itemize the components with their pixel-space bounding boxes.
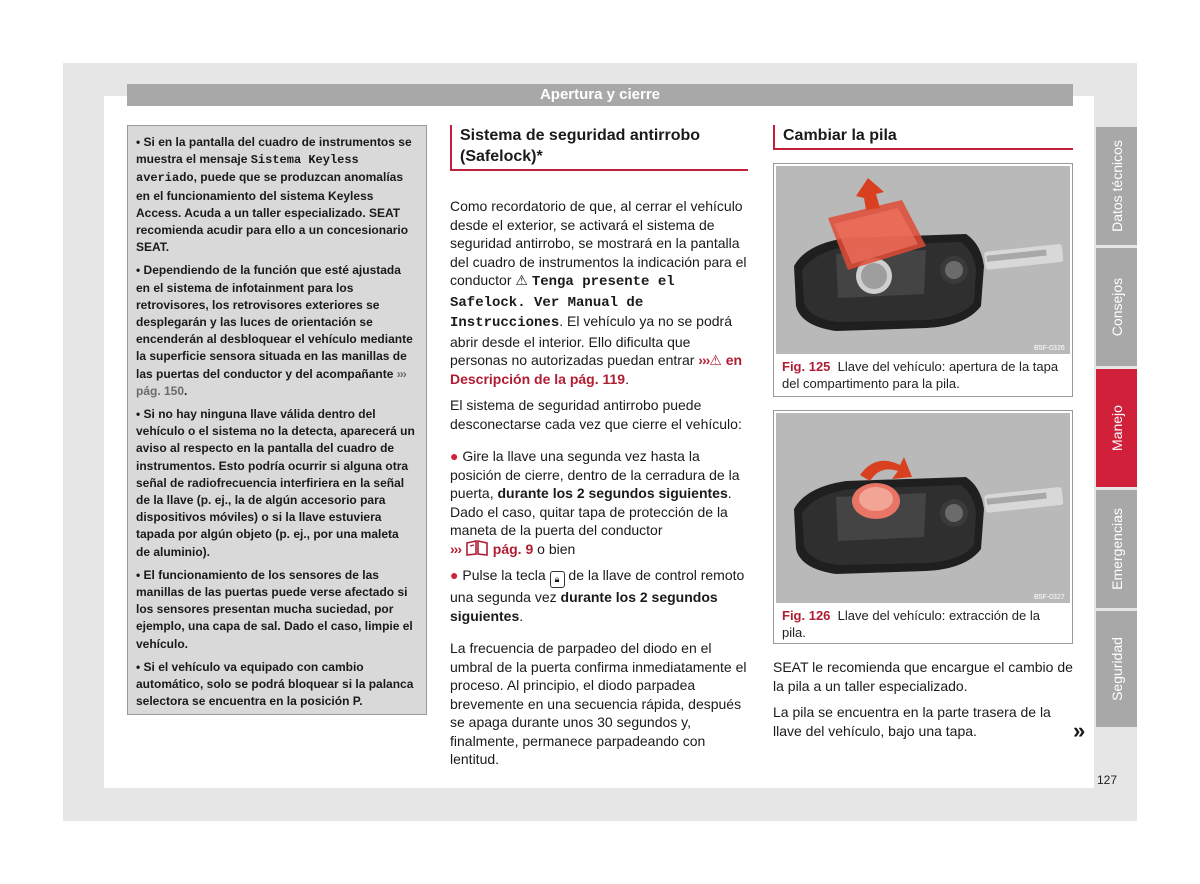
tab-datos-tecnicos[interactable] <box>1096 127 1137 245</box>
tab-label: Datos técnicos <box>1108 140 1125 232</box>
warning-item: • Si en la pantalla del cuadro de instrumentos se muestra el mensaje Sistema Keyless averiado, puede que se produzcan anomalías en el funcionamiento del sistema Keyless Access. Acuda a un taller especializado. SEAT recomienda acudir para ello a un concesionario SEAT. <box>136 135 412 255</box>
arrows-icon: ››› <box>450 540 461 557</box>
key-battery-removal-image <box>776 413 1070 603</box>
paragraph: La pila se encuentra en la parte trasera de la llave del vehículo, bajo una tapa. <box>773 704 1051 739</box>
safelock-section <box>450 125 748 777</box>
arrows-icon: ››› <box>396 366 406 381</box>
warning-icon: ⚠ <box>709 352 722 368</box>
warning-item: • Dependiendo de la función que esté ajustada en el sistema de infotainment para los retrovisores, los retrovisores exteriores se desplegarán y las luces de orientación se encenderán al desbloquear el vehículo mediante la superficie sensora situada en las manillas de las puertas del conductor y del acompañante ››› pág. 150. <box>136 263 413 398</box>
bullet-dot: ● <box>450 448 459 464</box>
page-link[interactable]: pág. 9 <box>492 540 534 557</box>
warning-item: • Si no hay ninguna llave válida dentro del vehículo o el sistema no la detecta, aparecerá un aviso al respecto en la pantalla del cuadro de instrumentos. Esto podría ocurrir si alguna otra señal de radiofrecuencia interfiriera en la señal de la llave (p. ej., la de algún accesorio para dispositivos móviles) o si la llave estuviera tapada por algún objeto (p. ej., por una maleta de aluminio). <box>136 407 415 559</box>
bullet-item: ● Gire la llave una segunda vez hasta la posición de cierre, dentro de la cerradura de la puerta, durante los 2 segundos siguientes. Dado el caso, quitar tapa de protección de la maneta de la puerta del conductor ››› pág. 9 o bien <box>450 448 740 557</box>
tab-label: Consejos <box>1108 277 1125 337</box>
paragraph: La frecuencia de parpadeo del diodo en el umbral de la puerta confirma inmediatamente el proceso. Al principio, el diodo parpadea brevemente en una secuencia rápida, después se apaga durante unos 30 segundos y, finalmente, permanece parpadeando con lentitud. <box>450 640 747 767</box>
svg-text:B5F-0327: B5F-0327 <box>1034 594 1065 601</box>
figure-126 <box>773 410 1073 644</box>
warning-item: • Si el vehículo va equipado con cambio automático, solo se podrá bloquear si la palanca selectora se encuentra en la posición P. <box>136 659 414 709</box>
chapter-header: Apertura y cierre <box>127 84 1073 106</box>
svg-text:B5F-0326: B5F-0326 <box>1034 345 1065 352</box>
figure-caption: Fig. 125 Llave del vehículo: apertura de la tapa del compartimento para la pila. <box>782 359 1059 391</box>
warning-item: • El funcionamiento de los sensores de las manillas de las puertas puede verse afectado si los sensores presentan mucha suciedad, por ejemplo, una capa de sal. Dado el caso, limpie el vehículo. <box>136 567 413 651</box>
tab-emergencias[interactable] <box>1096 490 1137 608</box>
book-reference-icon <box>465 540 489 556</box>
tab-label: Seguridad <box>1108 637 1125 701</box>
paragraph: El sistema de seguridad antirrobo puede desconectarse cada vez que cierre el vehículo: <box>450 397 742 432</box>
paragraph: SEAT le recomienda que encargue el cambio de la pila a un taller especializado. <box>773 659 1073 694</box>
arrows-icon: ››› <box>698 352 710 368</box>
warning-box <box>127 125 427 715</box>
warning-icon: ⚠ <box>515 272 528 288</box>
battery-text <box>773 658 1073 748</box>
page-number: 127 <box>1097 773 1118 787</box>
bullet-dot: ● <box>450 567 459 583</box>
page-link[interactable]: en Descripción de la pág. 119 <box>450 352 743 387</box>
bullet-item: ● Pulse la tecla 🔒︎ de la llave de control remoto una segunda vez durante los 2 segundos siguientes. <box>450 567 745 624</box>
continue-arrow: » <box>1073 718 1086 743</box>
tab-label: Manejo <box>1108 405 1125 451</box>
page-link[interactable]: pág. 150 <box>136 383 185 398</box>
tab-manejo[interactable] <box>1096 369 1137 487</box>
key-battery-cover-image <box>776 166 1070 354</box>
tab-seguridad[interactable] <box>1096 611 1137 727</box>
paragraph: Como recordatorio de que, al cerrar el vehículo desde el exterior, se activará el sistema de seguridad antirrobo, se mostrará en la pantalla del cuadro de instrumentos la indicación para el conductor ⚠ Tenga presente el Safelock. Ver Manual de Instrucciones. El vehículo ya no se podrá abrir desde el interior. Ello dificulta que personas no autorizadas puedan entrar ›››⚠ en Descripción de la pág. 119. <box>450 198 747 387</box>
figure-caption: Fig. 126 Llave del vehículo: extracción de la pila. <box>782 608 1041 640</box>
tab-label: Emergencias <box>1108 508 1125 590</box>
figure-125 <box>773 163 1073 397</box>
lock-key-icon: 🔒︎ <box>550 571 565 588</box>
battery-section <box>773 125 1073 150</box>
section-title: Sistema de seguridad antirrobo (Safelock)* <box>450 125 748 171</box>
section-title: Cambiar la pila <box>773 125 1073 150</box>
tab-consejos[interactable] <box>1096 248 1137 366</box>
